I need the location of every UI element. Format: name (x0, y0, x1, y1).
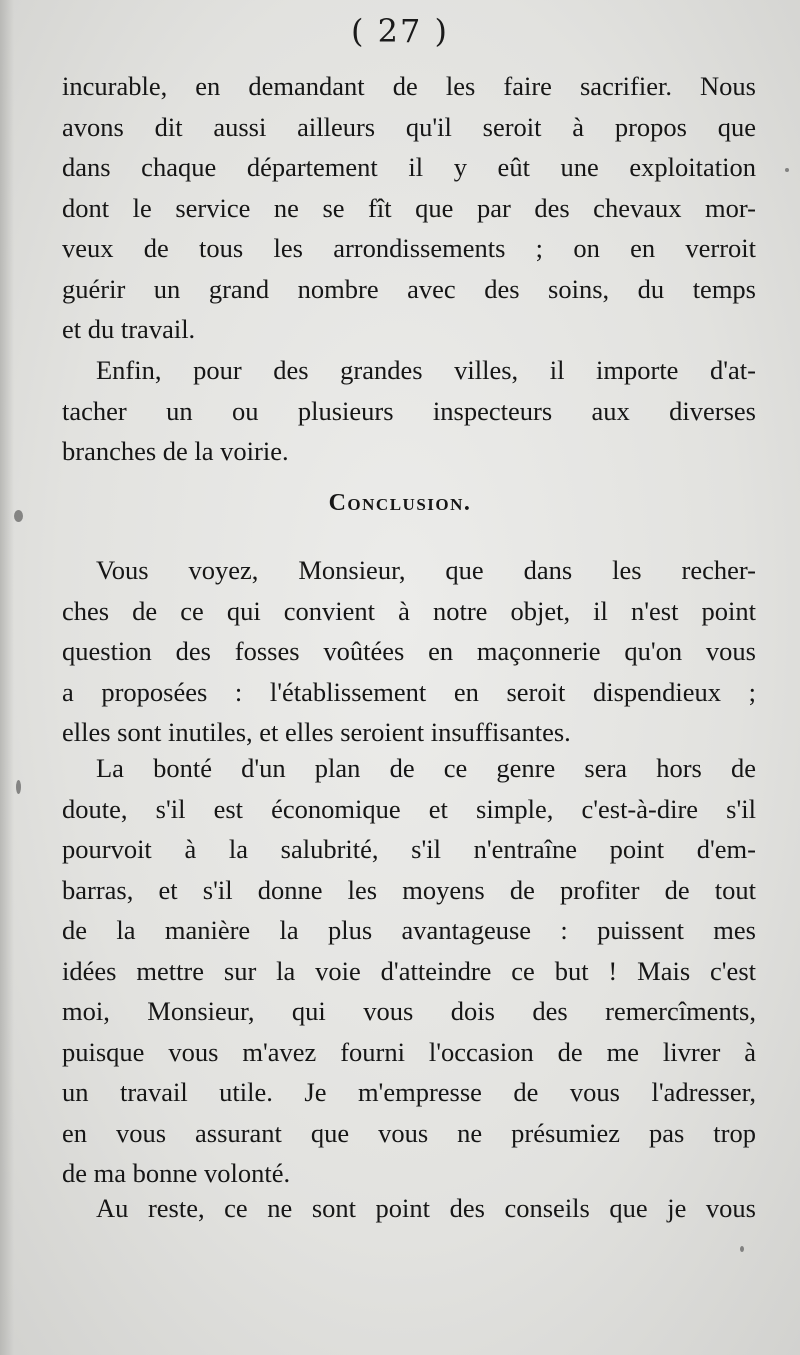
text-line: Vous voyez, Monsieur, que dans les recher- (96, 555, 756, 585)
paragraph-vous-voyez (62, 550, 756, 753)
text-line: en vous assurant que vous ne présumiez pas trop (62, 1117, 756, 1148)
text-line: doute, s'il est économique et simple, c'est-à-dire s'il (62, 793, 756, 824)
paper-speck (14, 510, 23, 522)
paper-speck (740, 1246, 744, 1252)
text-line: tacher un ou plusieurs inspecteurs aux diverses (62, 395, 756, 426)
text-line: incurable, en demandant de les faire sacrifier. Nous (62, 71, 756, 101)
text-line: ches de ce qui convient à notre objet, il n'est point (62, 595, 756, 626)
paper-speck (785, 168, 789, 172)
text-line: elles sont inutiles, et elles seroient insuffisantes. (62, 717, 571, 747)
text-line: Enfin, pour des grandes villes, il importe d'at- (96, 355, 756, 385)
text-line: guérir un grand nombre avec des soins, du temps (62, 273, 756, 304)
text-line: puisque vous m'avez fourni l'occasion de me livrer à (62, 1036, 756, 1067)
section-heading: Conclusion. (328, 490, 472, 516)
text-line: a proposées : l'établissement en seroit dispendieux ; (62, 676, 756, 707)
text-line: La bonté d'un plan de ce genre sera hors de (96, 753, 756, 783)
text-line: moi, Monsieur, qui vous dois des remercîments, (62, 996, 756, 1026)
paragraph-au-reste (62, 1188, 756, 1229)
text-line: Au reste, ce ne sont point des conseils que je vous (96, 1193, 756, 1223)
paper-speck (16, 780, 21, 794)
text-line: dans chaque département il y eût une exploitation (62, 152, 756, 182)
text-line: question des fosses voûtées en maçonnerie qu'on vous (62, 636, 756, 666)
text-line: barras, et s'il donne les moyens de profiter de tout (62, 874, 756, 905)
text-line: et du travail. (62, 314, 196, 344)
text-line: avons dit aussi ailleurs qu'il seroit à propos que (62, 111, 756, 142)
text-line: un travail utile. Je m'empresse de vous l'adresser, (62, 1077, 756, 1107)
paragraph-enfin (62, 350, 756, 472)
text-line: idées mettre sur la voie d'atteindre ce but ! Mais c'est (62, 955, 756, 986)
text-line: pourvoit à la salubrité, s'il n'entraîne point d'em- (62, 834, 756, 864)
text-line: de la manière la plus avantageuse : puissent mes (62, 915, 756, 945)
page-number: ( 27 ) (350, 12, 450, 50)
text-line: veux de tous les arrondissements ; on en verroit (62, 233, 756, 263)
text-line: branches de la voirie. (62, 436, 289, 466)
gutter-shadow (0, 0, 14, 1355)
text-line: de ma bonne volonté. (62, 1158, 291, 1188)
paragraph-continuation (62, 66, 756, 350)
text-line: dont le service ne se fît que par des chevaux mor- (62, 192, 756, 223)
paragraph-la-bonte (62, 748, 756, 1194)
